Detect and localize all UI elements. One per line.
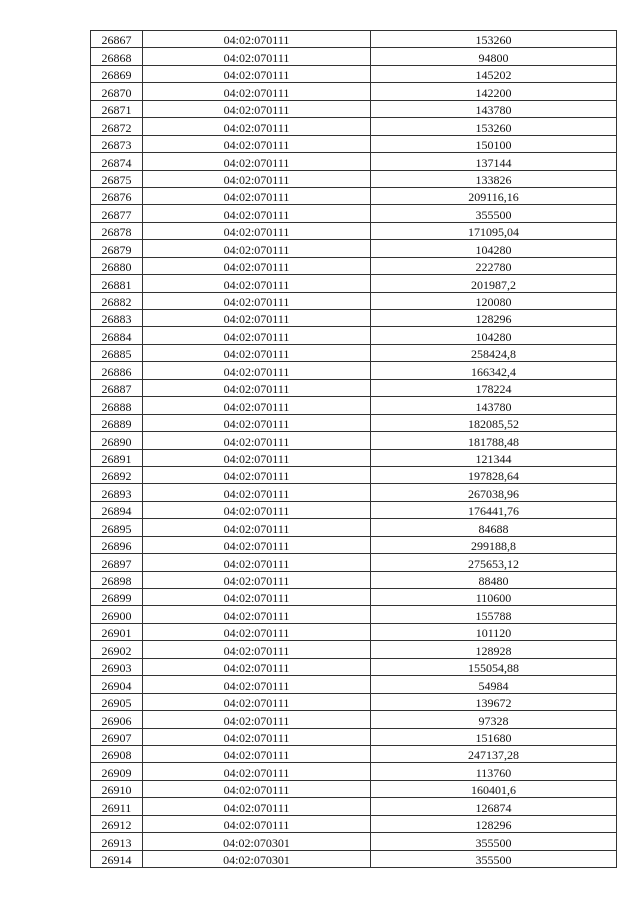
- value-cell: 166342,4: [371, 362, 617, 379]
- row-number-cell: 26905: [91, 693, 143, 710]
- code-cell: 04:02:070111: [143, 379, 371, 396]
- value-cell: 128296: [371, 815, 617, 832]
- table-row: [91, 83, 617, 100]
- table-row: [91, 693, 617, 710]
- row-number-cell: 26912: [91, 815, 143, 832]
- row-number-cell: 26897: [91, 554, 143, 571]
- code-cell: 04:02:070111: [143, 118, 371, 135]
- table-row: [91, 205, 617, 222]
- table-row: [91, 31, 617, 48]
- code-cell: 04:02:070111: [143, 449, 371, 466]
- value-cell: 247137,28: [371, 745, 617, 762]
- row-number-cell: 26891: [91, 449, 143, 466]
- table-row: [91, 65, 617, 82]
- value-cell: 197828,64: [371, 466, 617, 483]
- code-cell: 04:02:070111: [143, 83, 371, 100]
- row-number-cell: 26892: [91, 466, 143, 483]
- row-number-cell: 26889: [91, 414, 143, 431]
- table-row: [91, 48, 617, 65]
- table-row: [91, 222, 617, 239]
- value-cell: 355500: [371, 833, 617, 850]
- value-cell: 94800: [371, 48, 617, 65]
- value-cell: 84688: [371, 519, 617, 536]
- table-row: [91, 257, 617, 274]
- code-cell: 04:02:070111: [143, 205, 371, 222]
- row-number-cell: 26904: [91, 676, 143, 693]
- row-number-cell: 26867: [91, 31, 143, 48]
- value-cell: 142200: [371, 83, 617, 100]
- value-cell: 139672: [371, 693, 617, 710]
- code-cell: 04:02:070111: [143, 745, 371, 762]
- row-number-cell: 26907: [91, 728, 143, 745]
- value-cell: 267038,96: [371, 484, 617, 501]
- table-row: [91, 501, 617, 518]
- code-cell: 04:02:070111: [143, 344, 371, 361]
- value-cell: 153260: [371, 118, 617, 135]
- code-cell: 04:02:070111: [143, 728, 371, 745]
- value-cell: 182085,52: [371, 414, 617, 431]
- code-cell: 04:02:070111: [143, 222, 371, 239]
- value-cell: 128928: [371, 641, 617, 658]
- row-number-cell: 26878: [91, 222, 143, 239]
- code-cell: 04:02:070111: [143, 432, 371, 449]
- code-cell: 04:02:070111: [143, 466, 371, 483]
- row-number-cell: 26894: [91, 501, 143, 518]
- row-number-cell: 26911: [91, 798, 143, 815]
- code-cell: 04:02:070111: [143, 501, 371, 518]
- table-row: [91, 292, 617, 309]
- table-row: [91, 170, 617, 187]
- row-number-cell: 26885: [91, 344, 143, 361]
- code-cell: 04:02:070111: [143, 135, 371, 152]
- table-row: [91, 780, 617, 797]
- table-row: [91, 135, 617, 152]
- value-cell: 143780: [371, 100, 617, 117]
- value-cell: 151680: [371, 728, 617, 745]
- code-cell: 04:02:070111: [143, 623, 371, 640]
- table-row: [91, 798, 617, 815]
- row-number-cell: 26873: [91, 135, 143, 152]
- code-cell: 04:02:070111: [143, 711, 371, 728]
- table-row: [91, 397, 617, 414]
- code-cell: 04:02:070111: [143, 763, 371, 780]
- row-number-cell: 26906: [91, 711, 143, 728]
- code-cell: 04:02:070111: [143, 48, 371, 65]
- table-row: [91, 728, 617, 745]
- row-number-cell: 26880: [91, 257, 143, 274]
- row-number-cell: 26888: [91, 397, 143, 414]
- row-number-cell: 26887: [91, 379, 143, 396]
- row-number-cell: 26882: [91, 292, 143, 309]
- code-cell: 04:02:070111: [143, 554, 371, 571]
- value-cell: 145202: [371, 65, 617, 82]
- row-number-cell: 26877: [91, 205, 143, 222]
- table-row: [91, 240, 617, 257]
- table-row: [91, 449, 617, 466]
- code-cell: 04:02:070111: [143, 65, 371, 82]
- table-row: [91, 466, 617, 483]
- row-number-cell: 26914: [91, 850, 143, 867]
- value-cell: 155788: [371, 606, 617, 623]
- row-number-cell: 26913: [91, 833, 143, 850]
- value-cell: 150100: [371, 135, 617, 152]
- code-cell: 04:02:070111: [143, 257, 371, 274]
- row-number-cell: 26902: [91, 641, 143, 658]
- table-row: [91, 484, 617, 501]
- value-cell: 155054,88: [371, 658, 617, 675]
- row-number-cell: 26903: [91, 658, 143, 675]
- table-row: [91, 187, 617, 204]
- code-cell: 04:02:070111: [143, 275, 371, 292]
- value-cell: 113760: [371, 763, 617, 780]
- table-row: [91, 379, 617, 396]
- value-cell: 299188,8: [371, 536, 617, 553]
- table-row: [91, 589, 617, 606]
- row-number-cell: 26874: [91, 153, 143, 170]
- row-number-cell: 26908: [91, 745, 143, 762]
- row-number-cell: 26870: [91, 83, 143, 100]
- value-cell: 121344: [371, 449, 617, 466]
- code-cell: 04:02:070111: [143, 641, 371, 658]
- code-cell: 04:02:070111: [143, 100, 371, 117]
- table-row: [91, 275, 617, 292]
- value-cell: 355500: [371, 205, 617, 222]
- value-cell: 54984: [371, 676, 617, 693]
- value-cell: 126874: [371, 798, 617, 815]
- value-cell: 181788,48: [371, 432, 617, 449]
- value-cell: 101120: [371, 623, 617, 640]
- value-cell: 110600: [371, 589, 617, 606]
- table-row: [91, 432, 617, 449]
- table-row: [91, 153, 617, 170]
- table-row: [91, 100, 617, 117]
- table-row: [91, 362, 617, 379]
- code-cell: 04:02:070111: [143, 780, 371, 797]
- code-cell: 04:02:070111: [143, 327, 371, 344]
- code-cell: 04:02:070111: [143, 519, 371, 536]
- code-cell: 04:02:070111: [143, 589, 371, 606]
- row-number-cell: 26872: [91, 118, 143, 135]
- value-cell: 128296: [371, 310, 617, 327]
- value-cell: 178224: [371, 379, 617, 396]
- table-row: [91, 554, 617, 571]
- value-cell: 160401,6: [371, 780, 617, 797]
- value-cell: 275653,12: [371, 554, 617, 571]
- value-cell: 355500: [371, 850, 617, 867]
- row-number-cell: 26886: [91, 362, 143, 379]
- table-row: [91, 815, 617, 832]
- value-cell: 176441,76: [371, 501, 617, 518]
- table-row: [91, 658, 617, 675]
- value-cell: 153260: [371, 31, 617, 48]
- data-table: [90, 30, 617, 868]
- table-row: [91, 118, 617, 135]
- code-cell: 04:02:070111: [143, 170, 371, 187]
- value-cell: 120080: [371, 292, 617, 309]
- row-number-cell: 26876: [91, 187, 143, 204]
- row-number-cell: 26899: [91, 589, 143, 606]
- table-row: [91, 833, 617, 850]
- code-cell: 04:02:070111: [143, 484, 371, 501]
- row-number-cell: 26901: [91, 623, 143, 640]
- code-cell: 04:02:070301: [143, 850, 371, 867]
- value-cell: 143780: [371, 397, 617, 414]
- row-number-cell: 26875: [91, 170, 143, 187]
- code-cell: 04:02:070111: [143, 815, 371, 832]
- value-cell: 201987,2: [371, 275, 617, 292]
- document-table-container: [90, 30, 616, 868]
- value-cell: 133826: [371, 170, 617, 187]
- row-number-cell: 26896: [91, 536, 143, 553]
- code-cell: 04:02:070111: [143, 153, 371, 170]
- row-number-cell: 26871: [91, 100, 143, 117]
- value-cell: 209116,16: [371, 187, 617, 204]
- table-row: [91, 310, 617, 327]
- row-number-cell: 26883: [91, 310, 143, 327]
- code-cell: 04:02:070111: [143, 31, 371, 48]
- code-cell: 04:02:070111: [143, 676, 371, 693]
- row-number-cell: 26910: [91, 780, 143, 797]
- table-row: [91, 745, 617, 762]
- code-cell: 04:02:070111: [143, 362, 371, 379]
- table-row: [91, 536, 617, 553]
- table-row: [91, 606, 617, 623]
- table-row: [91, 850, 617, 867]
- value-cell: 171095,04: [371, 222, 617, 239]
- row-number-cell: 26868: [91, 48, 143, 65]
- table-row: [91, 571, 617, 588]
- row-number-cell: 26890: [91, 432, 143, 449]
- code-cell: 04:02:070111: [143, 310, 371, 327]
- table-row: [91, 414, 617, 431]
- table-row: [91, 623, 617, 640]
- code-cell: 04:02:070111: [143, 693, 371, 710]
- value-cell: 97328: [371, 711, 617, 728]
- row-number-cell: 26884: [91, 327, 143, 344]
- row-number-cell: 26879: [91, 240, 143, 257]
- table-row: [91, 344, 617, 361]
- code-cell: 04:02:070111: [143, 571, 371, 588]
- row-number-cell: 26900: [91, 606, 143, 623]
- table-row: [91, 763, 617, 780]
- table-row: [91, 327, 617, 344]
- code-cell: 04:02:070111: [143, 606, 371, 623]
- row-number-cell: 26898: [91, 571, 143, 588]
- table-row: [91, 641, 617, 658]
- table-row: [91, 519, 617, 536]
- value-cell: 104280: [371, 240, 617, 257]
- value-cell: 88480: [371, 571, 617, 588]
- table-body: [91, 31, 617, 868]
- value-cell: 222780: [371, 257, 617, 274]
- row-number-cell: 26895: [91, 519, 143, 536]
- row-number-cell: 26881: [91, 275, 143, 292]
- value-cell: 137144: [371, 153, 617, 170]
- table-row: [91, 676, 617, 693]
- value-cell: 104280: [371, 327, 617, 344]
- code-cell: 04:02:070111: [143, 397, 371, 414]
- row-number-cell: 26869: [91, 65, 143, 82]
- row-number-cell: 26909: [91, 763, 143, 780]
- code-cell: 04:02:070111: [143, 187, 371, 204]
- table-row: [91, 711, 617, 728]
- code-cell: 04:02:070111: [143, 536, 371, 553]
- code-cell: 04:02:070111: [143, 414, 371, 431]
- code-cell: 04:02:070111: [143, 658, 371, 675]
- code-cell: 04:02:070111: [143, 798, 371, 815]
- value-cell: 258424,8: [371, 344, 617, 361]
- code-cell: 04:02:070111: [143, 292, 371, 309]
- row-number-cell: 26893: [91, 484, 143, 501]
- code-cell: 04:02:070301: [143, 833, 371, 850]
- code-cell: 04:02:070111: [143, 240, 371, 257]
